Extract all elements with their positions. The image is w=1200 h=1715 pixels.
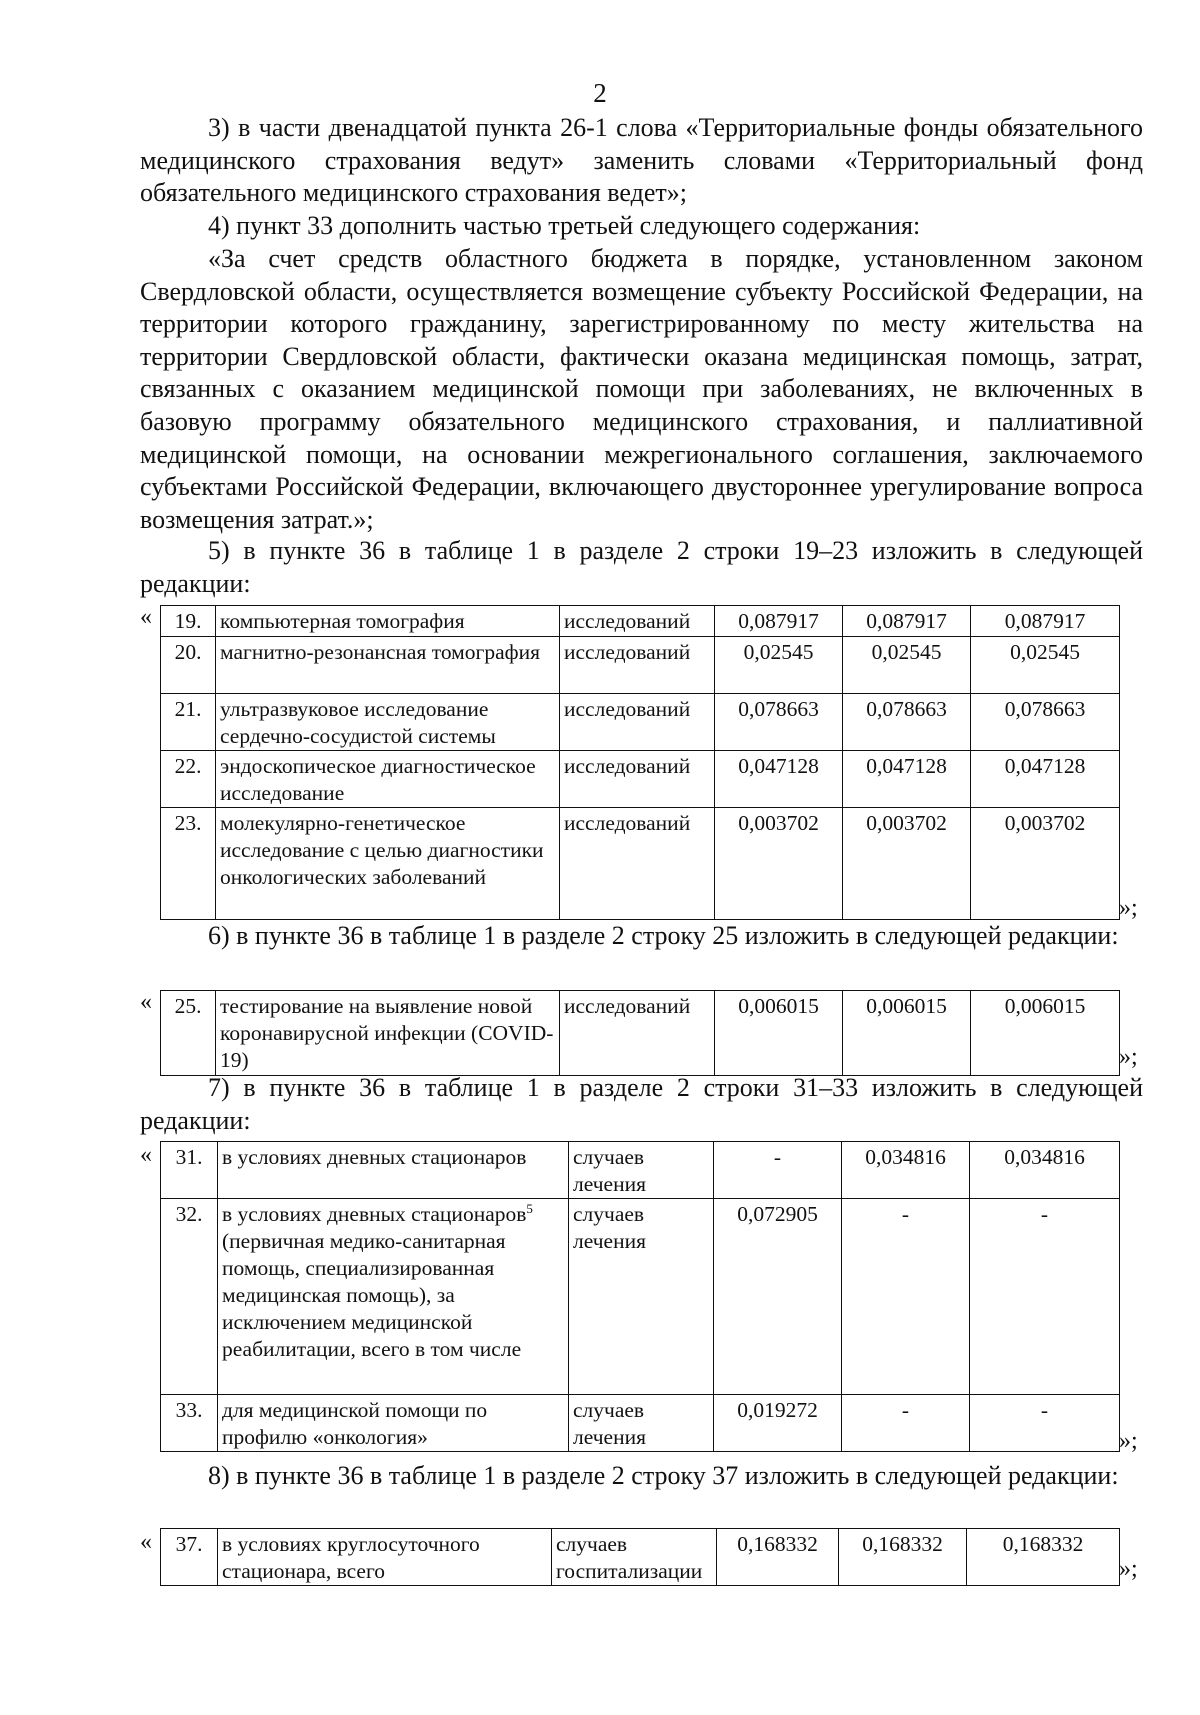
page-number: 2	[593, 78, 607, 108]
paragraph-3: 3) в части двенадцатой пункта 26-1 слова «Территориальные фонды обязательного медицинского страхования ведут» заменить словами «Территориальный фонд обязательного медицинского страхования ведет»;	[140, 113, 1143, 208]
quote-open: «	[140, 1529, 152, 1555]
table-rows-19-23	[160, 605, 1120, 920]
paragraph-6: 6) в пункте 36 в таблице 1 в разделе 2 строку 25 изложить в следующей редакции:	[208, 921, 1119, 950]
table-rows-31-33	[160, 1141, 1120, 1452]
quote-close: »;	[1119, 1428, 1138, 1454]
table-row: 22. эндоскопическое диагностическое исследование исследований 0,047128 0,047128 0,047128	[161, 751, 1120, 808]
quote-open: «	[140, 1142, 152, 1168]
table-row: 19. компьютерная томография исследований 0,087917 0,087917 0,087917	[161, 606, 1120, 637]
table-row: 23. молекулярно-генетическое исследование с целью диагностики онкологических заболеваний исследований 0,003702 0,003702 0,003702	[161, 808, 1120, 920]
quote-close: »;	[1119, 1044, 1138, 1070]
paragraph-8: 8) в пункте 36 в таблице 1 в разделе 2 строку 37 изложить в следующей редакции:	[208, 1461, 1119, 1490]
paragraph-quote: «За счет средств областного бюджета в порядке, установленном законом Свердловской области, осуществляется возмещение субъекту Российской Федерации, на территории которого гражданину, зарегистрированному по месту жительства на территории Свердловской области, фактически оказана медицинская помощь, затрат, связанных с оказанием медицинской помощи при заболеваниях, не включенных в базовую программу обязательного медицинского страхования, и паллиативной медицинской помощи, на основании межрегионального соглашения, заключаемого субъектами Российской Федерации, включающего двустороннее урегулирование вопроса возмещения затрат.»;	[140, 244, 1143, 534]
paragraph-5: 5) в пункте 36 в таблице 1 в разделе 2 строки 19–23 изложить в следующей редакции:	[140, 536, 1143, 598]
table-row: 25. тестирование на выявление новой коронавирусной инфекции (COVID-19) исследований 0,006015 0,006015 0,006015	[161, 991, 1120, 1076]
quote-open: «	[140, 604, 152, 630]
table-row-25	[160, 990, 1120, 1076]
table-row: 32. в условиях дневных стационаров$^5$ (первичная медико-санитарная помощь, специализированная медицинская помощь), за исключением медицинской реабилитации, всего в том числе случаев лечения 0,072905 - -	[161, 1199, 1120, 1395]
table-row: 37. в условиях круглосуточного стационара, всего случаев госпитализации 0,168332 0,168332 0,168332	[161, 1529, 1120, 1586]
table-row-37	[160, 1528, 1120, 1586]
quote-close: »;	[1119, 1556, 1138, 1582]
quote-close: »;	[1119, 895, 1138, 921]
table-row: 21. ультразвуковое исследование сердечно-сосудистой системы исследований 0,078663 0,078663 0,078663	[161, 694, 1120, 751]
quote-open: «	[140, 989, 152, 1015]
table-row: 33. для медицинской помощи по профилю «онкология» случаев лечения 0,019272 - -	[161, 1395, 1120, 1452]
paragraph-7: 7) в пункте 36 в таблице 1 в разделе 2 строки 31–33 изложить в следующей редакции:	[140, 1073, 1143, 1135]
table-row: 31. в условиях дневных стационаров случаев лечения - 0,034816 0,034816	[161, 1142, 1120, 1199]
table-row: 20. магнитно-резонансная томография исследований 0,02545 0,02545 0,02545	[161, 637, 1120, 694]
paragraph-4: 4) пункт 33 дополнить частью третьей следующего содержания:	[208, 211, 921, 240]
